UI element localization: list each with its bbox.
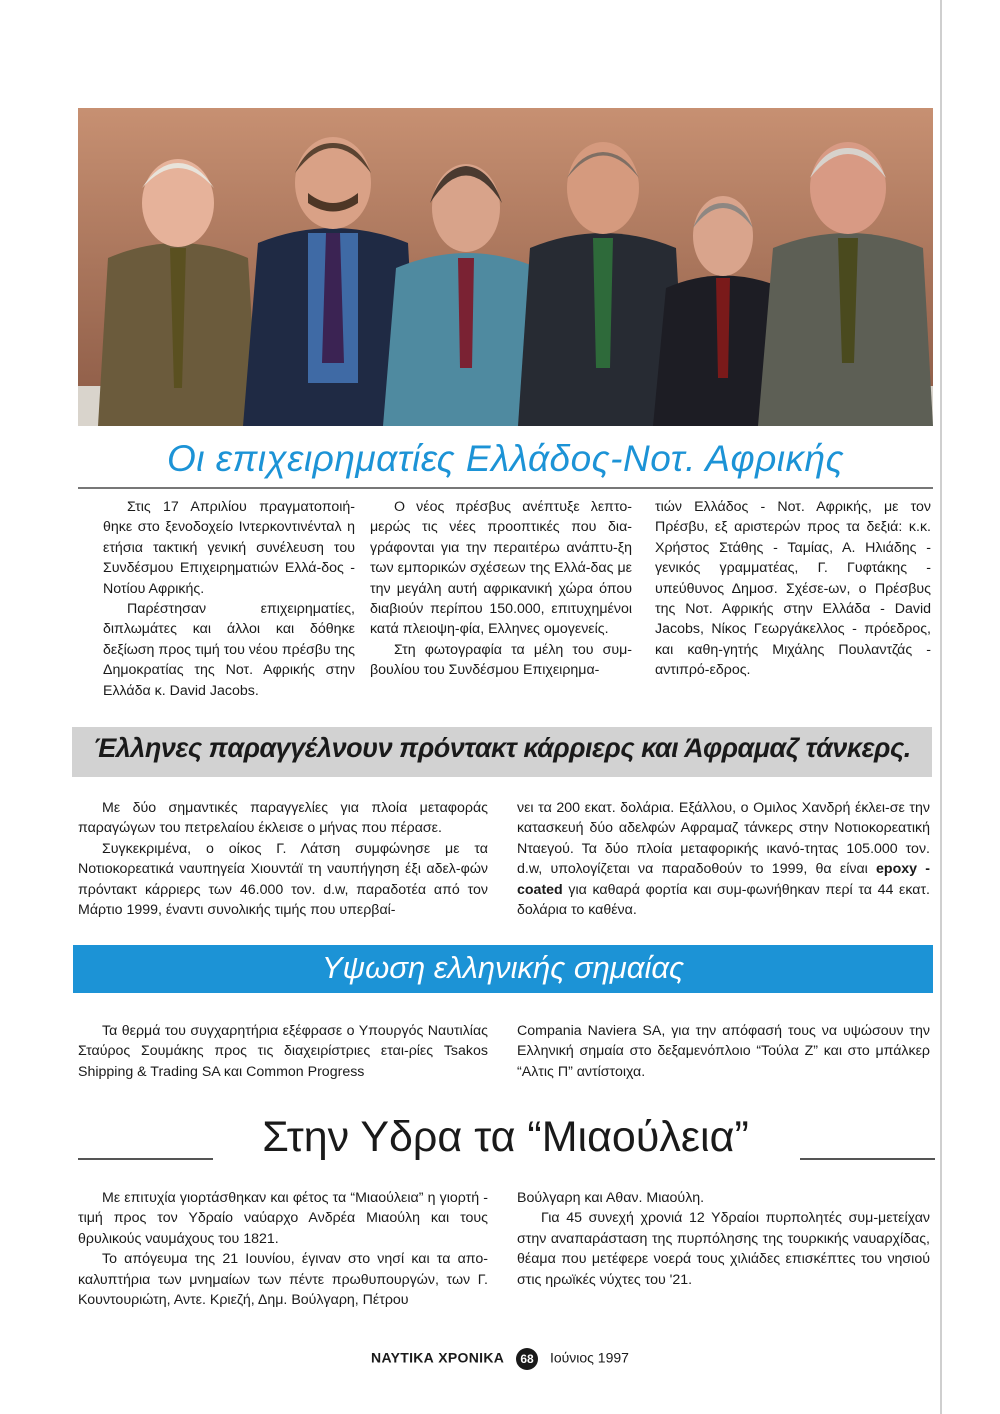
article3-title: Υψωση ελληνικής σημαίας [73, 945, 933, 993]
page-footer [0, 1348, 1000, 1370]
article2-col1-paragraph-2: Συγκεκριμένα, ο οίκος Γ. Λάτση συμφώνησε με τα Νοτιοκορεατικά ναυπηγεία Χιουντάϊ τη ναυπήγηση έξι αδελ-φών πρόντακτ κάρριερς των 46.000 τον. d.w, παραδοτέα από τον Μάρτιο 1999, έναντι συνολικής τιμής που υπερβαί- [78, 840, 488, 919]
footer-publication: ΝΑΥΤΙΚΑ ΧΡΟΝΙΚΑ [371, 1349, 505, 1366]
article4-column-2 [517, 1188, 930, 1290]
article1-col1-paragraph-1: Στις 17 Απριλίου πραγματοποιή-θηκε στο ξενοδοχείο Ιντερκοντινένταλ η ετήσια τακτική γενική συνέλευση του Συνδέσμου Επιχειρηματιών Ελλά-δος - Νοτίου Αφρικής. [103, 499, 355, 597]
article2-column-2 [517, 798, 930, 920]
article1-title-rule [78, 487, 933, 489]
article4-col1-paragraph-2: Το απόγευμα της 21 Ιουνίου, έγιναν στο νησί και τα απο-καλυπτήρια των μνημαίων των πέντε πρωθυπουργών, των Γ. Κουντουριώτη, Αντε. Κριεζή, Δημ. Βούλγαρη, Πέτρου [78, 1251, 488, 1309]
article1-col3-paragraph: τιών Ελλάδος - Νοτ. Αφρικής, με τον Πρέσβυ, εξ αριστερών προς τα δεξιά: κ.κ. Χρήστος Στάθης - Ταμίας, Α. Ηλιάδης - γενικός γραμματέας, Γ. Γυφτάκης - υπεύθυνος Δημοσ. Σχέσε-ων, ο Πρέσβυς της Νοτ. Αφρικής στην Ελλάδα - David Jacobs, Νίκος Γεωργάκελλος - πρόεδρος, και καθη-γητής Μιχάλης Πουλαντζάς - αντιπρό-εδρος. [655, 499, 931, 679]
article1-column-2 [370, 497, 632, 681]
article1-col2-paragraph-1: Ο νέος πρέσβυς ανέπτυξε λεπτο-μερώς τις νέες προοπτικές που δια-γράφονται για την περαιτέρω ανάπτυ-ξη των εμπορικών σχέσεων της Ελλά-δας με την μεγάλη αυτή αφρικανική χώρα όπου διαβιούν περίπου 150.000, επιτυχημένοι κατά πλειοψη-φία, Ελληνες ομογενείς. [370, 499, 632, 638]
article1-column-1 [103, 497, 355, 701]
article2-col2-text-b: για καθαρά φορτία και συμ-φωνήθηκαν περί τα 44 εκατ. δολάρια το καθένα. [517, 881, 930, 919]
group-photo-illustration [78, 108, 933, 426]
article1-col2-paragraph-2: Στη φωτογραφία τα μέλη του συμ-βουλίου του Συνδέσμου Επιχειρημα- [370, 641, 632, 679]
page-edge-rule [940, 0, 942, 1414]
article2-title: Έλληνες παραγγέλνουν πρόντακτ κάρριερς και Άφραμαζ τάνκερς. [72, 727, 932, 777]
article1-col1-paragraph-2: Παρέστησαν επιχειρηματίες, διπλωμάτες και άλλοι και δόθηκε δεξίωση προς τιμή του νέου πρέσβυ της Δημοκρατίας της Νοτ. Αφρικής στην Ελλάδα κ. David Jacobs. [103, 601, 355, 699]
footer-issue: Ιούνιος 1997 [549, 1349, 629, 1366]
article1-column-3 [655, 497, 931, 681]
footer-page-number: 68 [516, 1348, 538, 1370]
article1-title: Οι επιχειρηματίες Ελλάδος-Νοτ. Αφρικής [166, 438, 845, 479]
article2-col2-paragraph [517, 798, 930, 920]
article3-column-2 [517, 1021, 930, 1082]
article2-col2-emphasis: epoxy - coated [517, 861, 930, 898]
article2-col1-paragraph-1: Με δύο σημαντικές παραγγελίες για πλοία μεταφοράς παραγώγων του πετρελαίου έκλεισε ο μήνας που πέρασε. [78, 800, 488, 837]
article4-column-1 [78, 1188, 488, 1310]
group-photo [78, 108, 933, 426]
article4-col1-paragraph-1: Με επιτυχία γιορτάσθηκαν και φέτος τα “Μιαούλεια” η γιορτή - τιμή προς τον Υδραίο ναύαρχο Ανδρέα Μιαούλη και τους θρυλικούς ναυμάχους του 1821. [78, 1190, 488, 1247]
article4-col2-paragraph-2: Για 45 συνεχή χρονιά 12 Υδραίοι πυρπολητές συμ-μετείχαν στην αναπαράσταση της πυρπόλησης της τουρκικής ναυαρχίδας, θέαμα που μετέφερε νοερά τους χιλιάδες επισκέπτες του νησιού στις ηρωϊκές νύχτες του '21. [517, 1210, 930, 1288]
article3-col1-paragraph: Τα θερμά του συγχαρητήρια εξέφρασε ο Υπουργός Ναυτιλίας Σταύρος Σουμάκης προς τις διαχειρίστριες εται-ρίες Tsakos Shipping & Trading SA και Common Progress [78, 1023, 488, 1080]
article2-column-1 [78, 798, 488, 920]
article3-column-1 [78, 1021, 488, 1082]
article2-col2-text-a: νει τα 200 εκατ. δολάρια. Εξάλλου, ο Ομιλος Χανδρή έκλει-σε την κατασκευή δύο αδελφών Αφραμαζ τάνκερς στην Νοτιοκορεατική Νταεγού. Τα δύο πλοία μεταφορικής ικανό-τητας 105.000 τον. d.w, υπολογίζεται να παραδοθούν το 1999, θα είναι [517, 800, 930, 878]
article4-col2-paragraph-1: Βούλγαρη και Αθαν. Μιαούλη. [517, 1190, 705, 1206]
article3-col2-paragraph: Compania Naviera SA, για την απόφασή τους να υψώσουν την Ελληνική σημαία στο δεξαμενόπλοιο “Τούλα Ζ” και στο μπάλκερ “Αλτις Π” αντίστοιχα. [517, 1023, 930, 1080]
article4-title-rule-right [800, 1158, 935, 1160]
article4-title: Στην Υδρα τα “Μιαούλεια” [262, 1113, 749, 1161]
